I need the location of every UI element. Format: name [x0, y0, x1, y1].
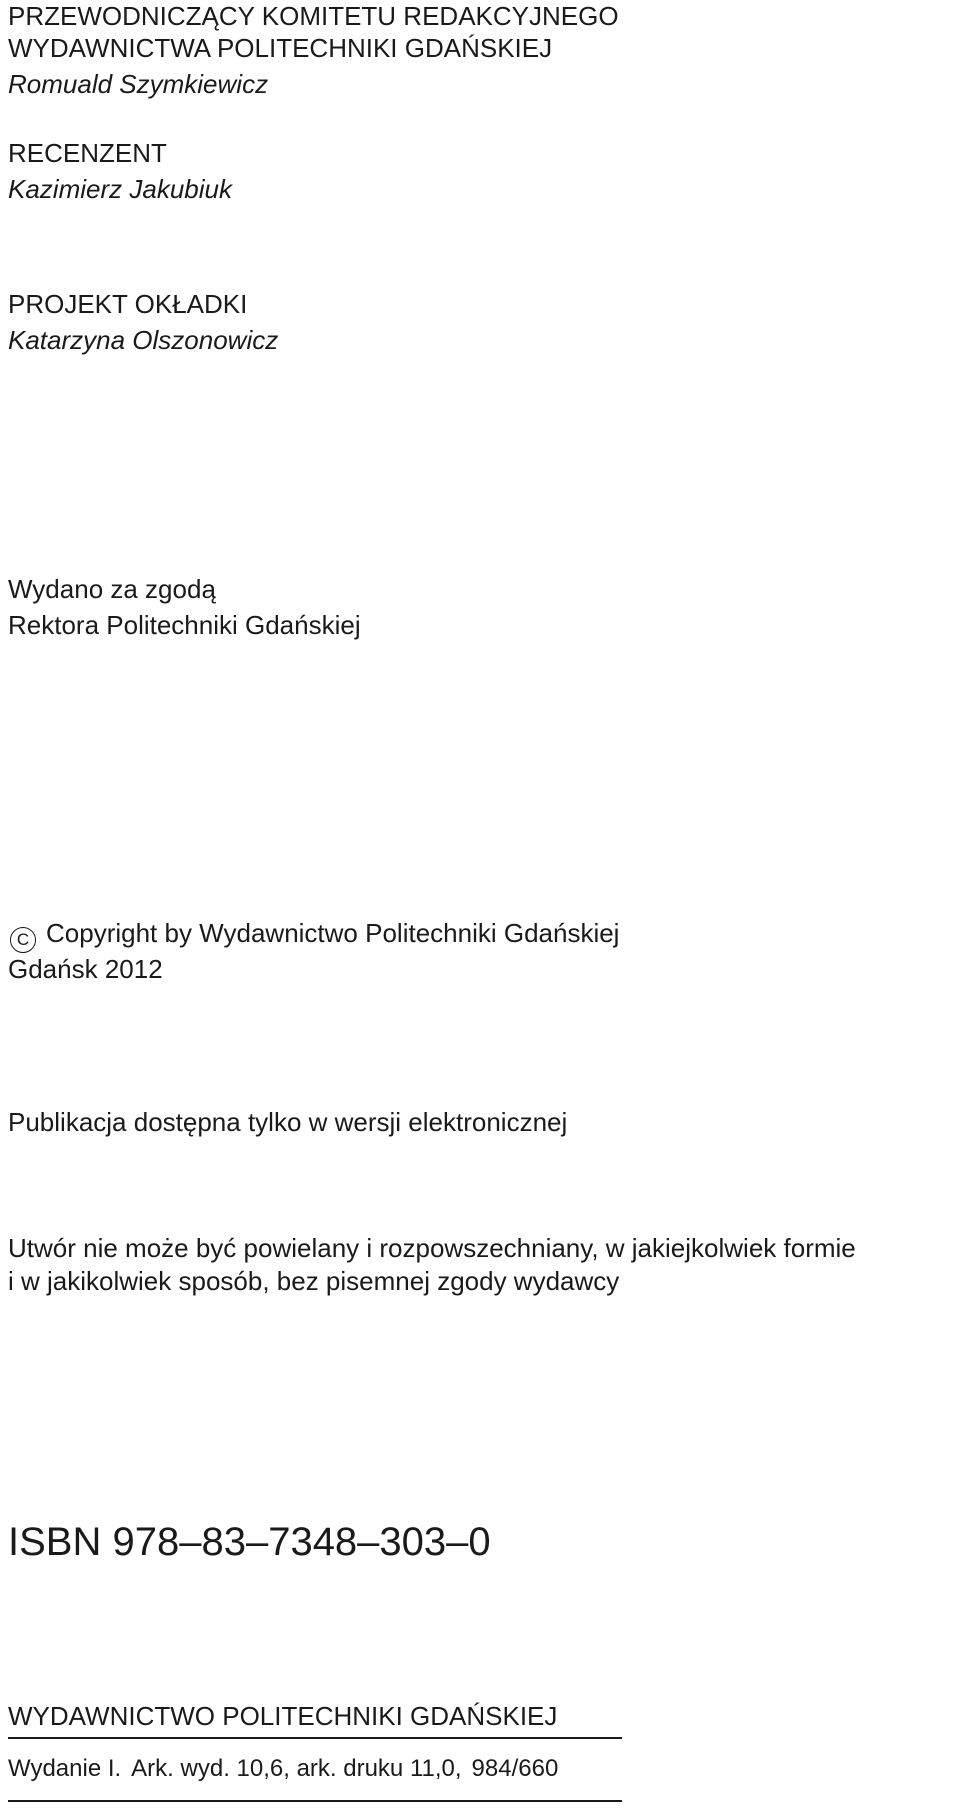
- rights-line1: Utwór nie może być powielany i rozpowszechniany, w jakiejkolwiek formie: [8, 1233, 856, 1263]
- editorial-committee-name: Romuald Szymkiewicz: [8, 69, 269, 99]
- copyright-line: [8, 918, 619, 953]
- copyright-text: Copyright by Wydawnictwo Politechniki Gdańskiej: [46, 918, 620, 948]
- edition-line: [8, 1754, 558, 1784]
- publisher-name: WYDAWNICTWO POLITECHNIKI GDAŃSKIEJ: [8, 1701, 558, 1731]
- copyright-icon: C: [10, 927, 36, 953]
- publisher-rule: [8, 1737, 622, 1739]
- reviewer-label: RECENZENT: [8, 138, 167, 168]
- copyright-place-year: Gdańsk 2012: [8, 954, 163, 984]
- approval-line1: Wydano za zgodą: [8, 574, 216, 604]
- editorial-committee-label-line2: WYDAWNICTWA POLITECHNIKI GDAŃSKIEJ: [8, 33, 553, 63]
- edition-sheets: Ark. wyd. 10,6, ark. druku 11,0,: [131, 1755, 462, 1782]
- isbn: ISBN 978–83–7348–303–0: [8, 1520, 491, 1564]
- edition-order: 984/660: [471, 1755, 559, 1782]
- editorial-committee-label-line1: PRZEWODNICZĄCY KOMITETU REDAKCYJNEGO: [8, 1, 619, 31]
- approval-line2: Rektora Politechniki Gdańskiej: [8, 610, 361, 640]
- availability-note: Publikacja dostępna tylko w wersji elektronicznej: [8, 1107, 568, 1137]
- rights-line2: i w jakikolwiek sposób, bez pisemnej zgody wydawcy: [8, 1266, 620, 1296]
- reviewer-name: Kazimierz Jakubiuk: [8, 174, 232, 204]
- edition-rule: [8, 1800, 622, 1802]
- cover-design-name: Katarzyna Olszonowicz: [8, 325, 279, 355]
- edition-number: Wydanie I.: [8, 1755, 122, 1782]
- cover-design-label: PROJEKT OKŁADKI: [8, 289, 248, 319]
